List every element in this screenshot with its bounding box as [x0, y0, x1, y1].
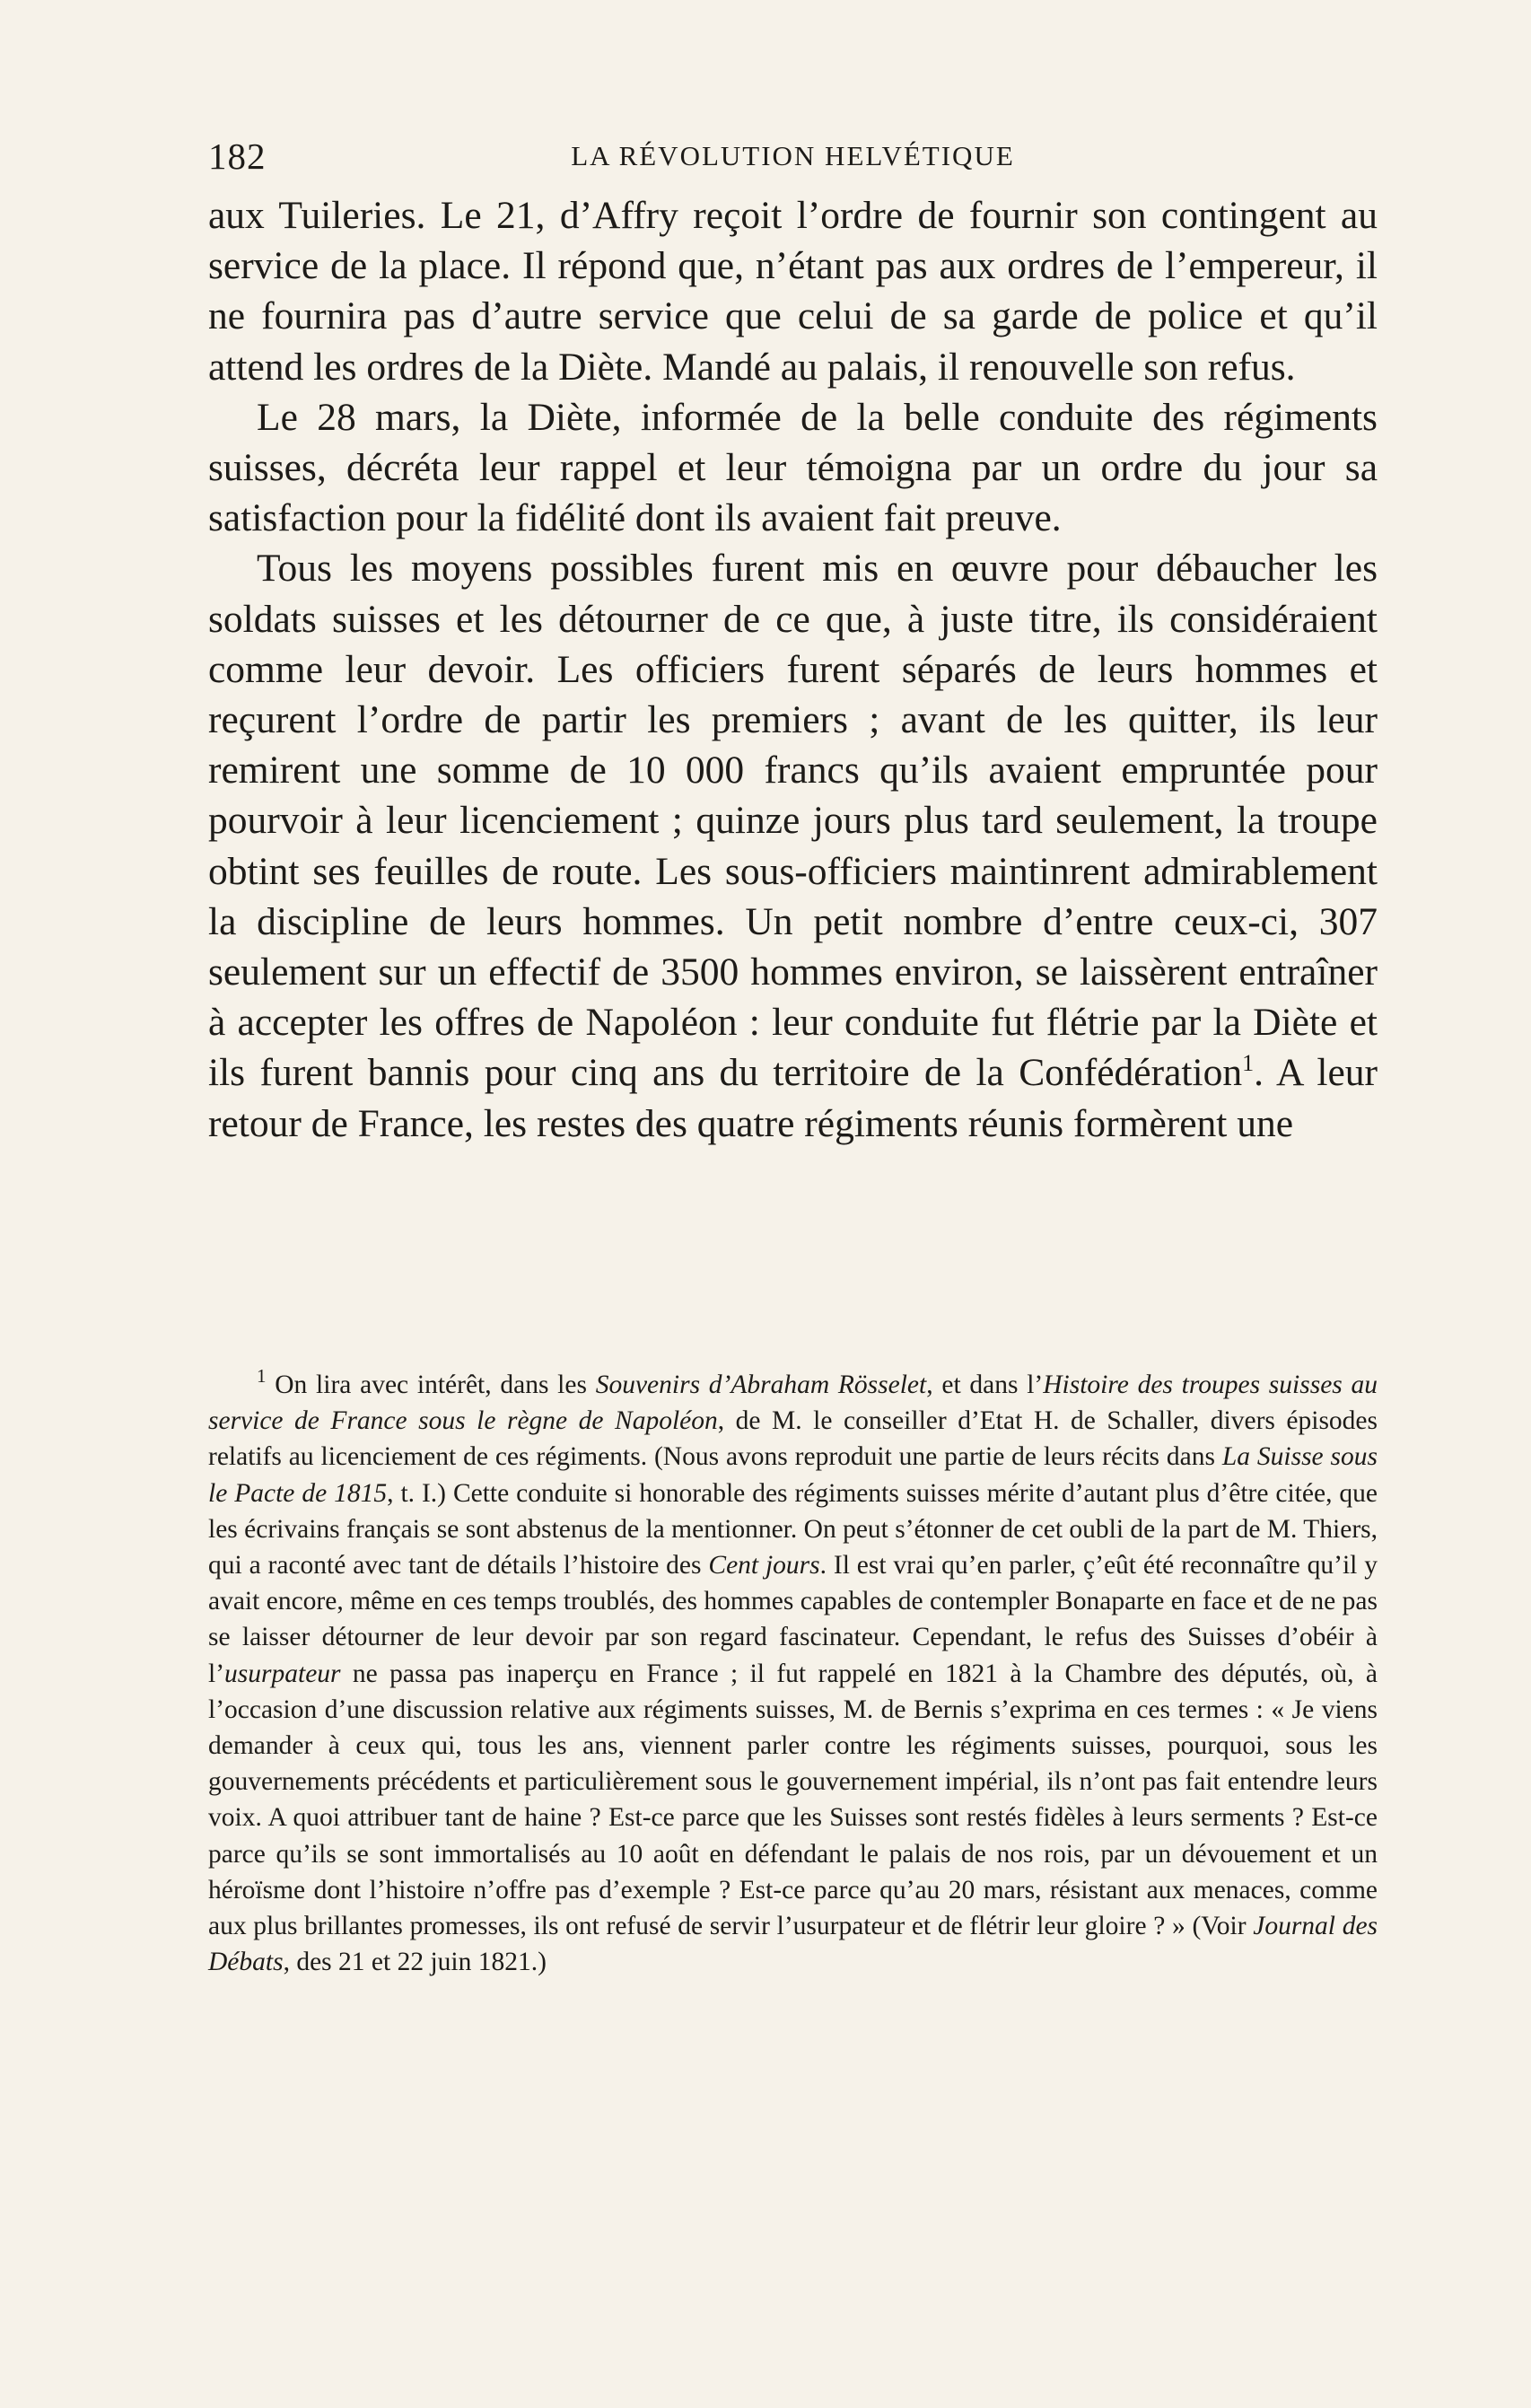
footnotes: [208, 1367, 1378, 1980]
paragraph-2: Le 28 mars, la Diète, informée de la belle conduite des régiments suisses, décréta leur rappel et leur témoigna par un ordre du jour sa satisfaction pour la fidélité dont ils avaient fait preuve.: [208, 395, 1378, 540]
footnote-text: , des 21 et 22 juin 1821.): [283, 1948, 547, 1977]
main-text: [208, 190, 1378, 1149]
footnote-italic-word: usurpateur: [224, 1659, 341, 1688]
footnote-italic-title: Journal des Débats: [208, 1912, 1378, 1977]
footnote-1: [208, 1367, 1378, 1980]
running-title: LA RÉVOLUTION HELVÉTIQUE: [571, 140, 1015, 171]
paragraph-3-continuation: . A leur retour de France, les restes des quatre régiments réunis formèrent une: [208, 1051, 1378, 1145]
footnote-text: , de M. le conseiller d’Etat H. de Schaller, divers épisodes relatifs au licenciement de ces régiments. (Nous avons reproduit une partie de leurs récits dans: [208, 1406, 1378, 1472]
paragraph-3-text: Tous les moyens possibles furent mis en œuvre pour débaucher les soldats suisses et les détourner de ce que, à juste titre, ils considéraient comme leur devoir. Les officiers furent séparés de leurs hommes et reçurent l’ordre de partir les premiers ; avant de les quitter, ils leur remirent une somme de 10 000 francs qu’ils avaient empruntée pour pourvoir à leur licenciement ; quinze jours plus tard seulement, la troupe obtint ses feuilles de route. Les sous-officiers maintinrent admirablement la discipline de leurs hommes. Un petit nombre d’entre ceux-ci, 307 seulement sur un effectif de 3500 hommes environ, se laissèrent entraîner à accepter les offres de Napoléon : leur conduite fut flétrie par la Diète et ils furent bannis pour cinq ans du territoire de la Confédération: [208, 547, 1378, 1095]
footnote-italic-title: Souvenirs d’Abraham Rösselet: [595, 1370, 927, 1399]
footnote-marker: 1: [257, 1365, 267, 1387]
footnote-text: , t. I.) Cette conduite si honorable des régiments suisses mérite d’autant plus d’être citée, que les écrivains français se sont abstenus de la mentionner. On peut s’étonner de cet oubli de la part de M. Thiers, qui a raconté avec tant de détails l’histoire des: [208, 1478, 1378, 1581]
footnote-italic-title: La Suisse sous le Pacte de 1815: [208, 1442, 1378, 1508]
running-head: [208, 135, 1378, 180]
footnote-italic-title: Histoire des troupes suisses au service de France sous le règne de Napoléon: [208, 1370, 1378, 1436]
paragraph-1: aux Tuileries. Le 21, d’Affry reçoit l’ordre de fournir son contingent au service de la place. Il répond que, n’étant pas aux ordres de l’empereur, il ne fournira pas d’autre service que celui de sa garde de police et qu’il attend les ordres de la Diète. Mandé au palais, il renouvelle son refus.: [208, 194, 1378, 389]
paragraph-3: [208, 543, 1378, 1148]
footnote-text: ne passa pas inaperçu en France ; il fut rappelé en 1821 à la Chambre des députés, où, à l’occasion d’une discussion relative aux régiments suisses, M. de Bernis s’exprima en ces termes : « Je viens demander à ceux qui, tous les ans, viennent parler contre les régiments suisses, pourquoi, sous les gouvernements précédents et particulièrement sous le gouvernement impérial, ils n’ont pas fait entendre leurs voix. A quoi attribuer tant de haine ? Est-ce parce que les Suisses sont restés fidèles à leurs serments ? Est-ce parce qu’ils se sont immortalisés au 10 août en défendant le palais de nos rois, par un dévouement et un héroïsme dont l’histoire n’offre pas d’exemple ? Est-ce parce qu’au 20 mars, résistant aux menaces, comme aux plus brillantes promesses, ils ont refusé de servir l’usurpateur et de flétrir leur gloire ? » (Voir: [208, 1659, 1378, 1941]
page-number: 182: [208, 136, 267, 177]
footnote-text: , et dans l’: [926, 1370, 1044, 1399]
footnote-italic-title: Cent jours: [708, 1551, 820, 1581]
footnote-text: On lira avec intérêt, dans les: [275, 1370, 596, 1399]
footnote-text: . Il est vrai qu’en parler, ç’eût été reconnaître qu’il y avait encore, même en ces temps troublés, des hommes capables de contempler Bonaparte en face et de ne pas se laisser détourner de leur devoir par son regard fascinateur. Cependant, le refus des Suisses d’obéir à l’: [208, 1551, 1378, 1688]
footnote-reference[interactable]: 1: [1242, 1050, 1255, 1077]
